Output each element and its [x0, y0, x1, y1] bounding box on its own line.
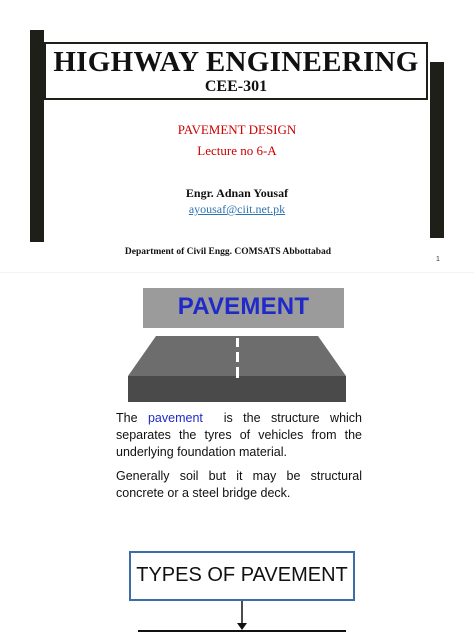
author-name: Engr. Adnan Yousaf: [185, 186, 289, 200]
title-box: [44, 42, 428, 100]
pavement-term: pavement: [147, 411, 203, 425]
road-illustration: [126, 336, 348, 406]
types-of-pavement-box: [129, 551, 355, 601]
road-center-dash: [236, 352, 239, 362]
tree-connector: [130, 601, 350, 632]
pavement-definition: [116, 410, 366, 461]
definition-text-rest: is the structure which separates the tyres of vehicles from the underlying foundation material.: [116, 411, 366, 459]
road-center-dash: [236, 338, 239, 347]
definition-text-start: The: [116, 411, 148, 425]
author-email-link[interactable]: ayousaf@ciit.net.pk: [188, 202, 286, 216]
department-name: Department of Civil Engg. COMSATS Abbottabad: [124, 247, 332, 257]
page-number: 1: [436, 256, 440, 263]
road-center-dash: [236, 367, 239, 378]
slide-title: HIGHWAY ENGINEERING: [53, 46, 419, 78]
subtitle-topic: PAVEMENT DESIGN: [177, 122, 297, 137]
pavement-banner: [143, 288, 344, 328]
course-code: CEE-301: [204, 78, 268, 95]
road-edge-front: [128, 376, 346, 402]
slide-divider: [0, 272, 474, 273]
pavement-heading: PAVEMENT: [177, 293, 310, 320]
foundation-note: Generally soil but it may be structural concrete or a steel bridge deck.: [116, 469, 362, 500]
arrow-down-icon: [237, 623, 247, 630]
subtitle-lecture: Lecture no 6-A: [197, 143, 277, 158]
types-heading: TYPES OF PAVEMENT: [136, 564, 348, 586]
